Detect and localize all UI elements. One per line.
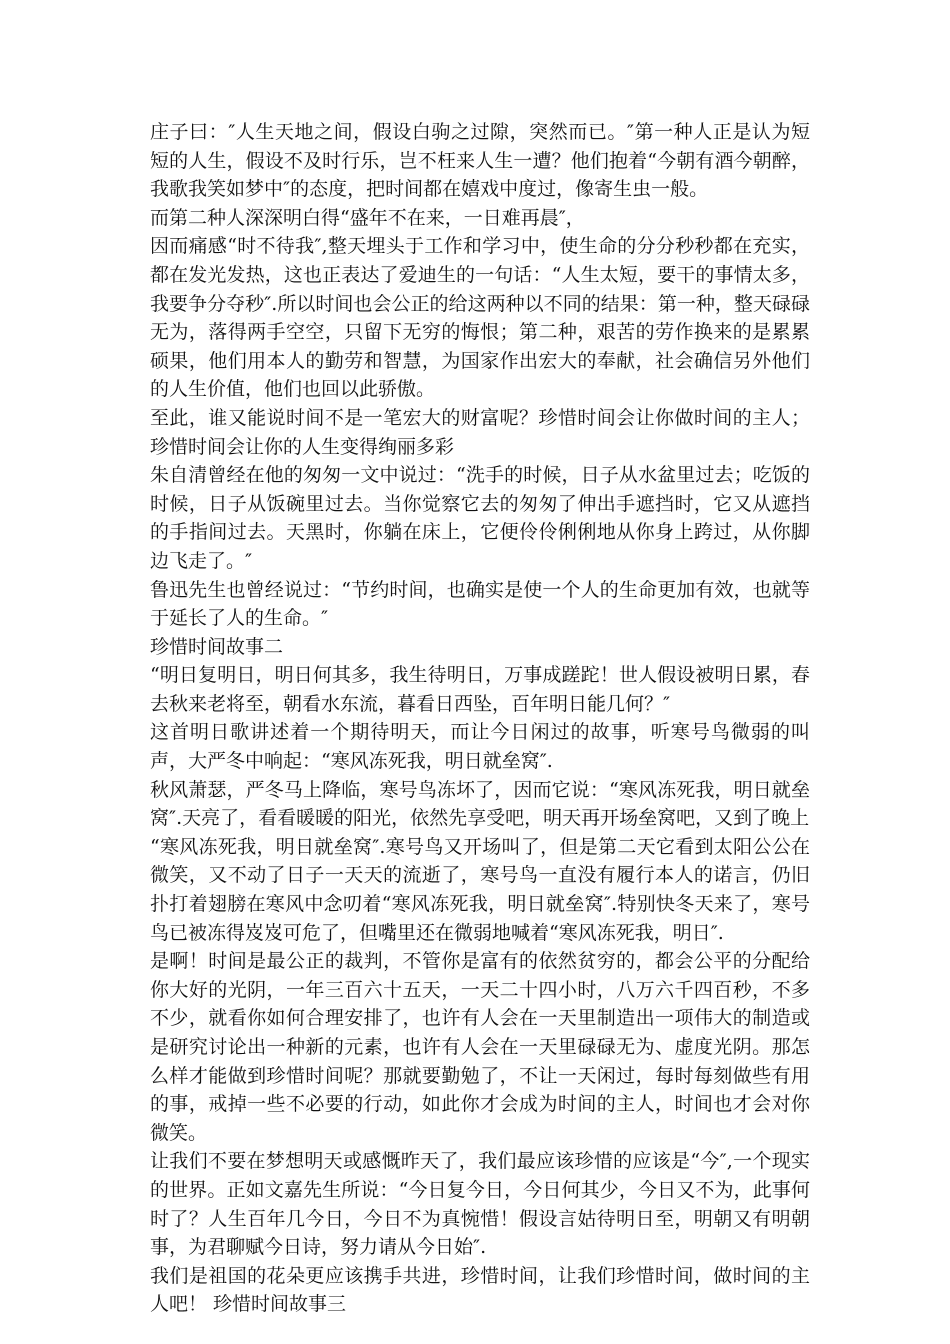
paragraph-poem-story: 这首明日歌讲述着一个期待明天，而让今日闲过的故事，听寒号鸟微弱的叫声，大严冬中响起：“寒风冻死我，明日就垒窝″. (150, 721, 810, 773)
paragraph-zhuangzi: 庄子曰：″人生天地之间，假设白驹之过隙，突然而已。″第一种人正是认为短短的人生，假设不及时行乐，岂不枉来人生一遭？他们抱着“今朝有酒今朝醉，我歌我笑如梦中″的态度，把时间都在嬉戏中度过，像寄生虫一般。 (150, 121, 810, 201)
paragraph-time-waits: 因而痛感“时不待我″,整天埋头于工作和学习中，使生命的分分秒秒都在充实，都在发光发热，这也正表达了爱迪生的一句话：“人生太短，要干的事情太多，我要争分夺秒″.所以时间也会公正的给这两种以不同的结果：第一种，整天碌碌无为，落得两手空空，只留下无穷的悔恨；第二种，艰苦的劳作换来的是累累硕果，他们用本人的勤劳和智慧，为国家作出宏大的奉献，社会确信另外他们的人生价值，他们也回以此骄傲。 (150, 235, 810, 401)
paragraph-wealth: 至此，谁又能说时间不是一笔宏大的财富呢？珍惜时间会让你做时间的主人；珍惜时间会让你的人生变得绚丽多彩 (150, 406, 810, 458)
paragraph-tomorrow-poem: “明日复明日，明日何其多，我生待明日，万事成蹉跎！世人假设被明日累，春去秋来老将至，朝看水东流，暮看日西坠，百年明日能几何？″ (150, 664, 810, 715)
document-page (150, 118, 810, 1319)
paragraph-lu-xun: 鲁迅先生也曾经说过：“节约时间，也确实是使一个人的生命更加有效，也就等于延长了人的生命。″ (150, 578, 810, 630)
paragraph-zhu-ziqing: 朱自清曾经在他的匆匆一文中说过：“洗手的时候，日子从水盆里过去；吃饭的时候，日子从饭碗里过去。当你觉察它去的匆匆了伸出手遮挡时，它又从遮挡的手指间过去。天黑时，你躺在床上，它便伶伶俐俐地从你身上跨过，从你脚边飞走了。″ (150, 464, 810, 572)
paragraph-second-kind: 而第二种人深深明白得“盛年不在来，一日难再晨″， (150, 206, 585, 229)
paragraph-fair-judge: 是啊！时间是最公正的裁判，不管你是富有的依然贫穷的，都会公平的分配给你大好的光阴，一年三百六十五天，一天二十四小时，八万六千四百秒，不多不少，就看你如何合理安排了，也许有人会在一天里制造出一项伟大的制造或是研究讨论出一种新的元素，也许有人会在一天里碌碌无为、虚度光阴。那怎么样才能做到珍惜时间呢？那就要勤勉了，不让一天闲过，每时每刻做些有用的事，戒掉一些不必要的行动，如此你才会成为时间的主人，时间也才会对你微笑。 (150, 950, 810, 1144)
paragraph-autumn-wind: 秋风萧瑟，严冬马上降临，寒号鸟冻坏了，因而它说：“寒风冻死我，明日就垒窝″.天亮了，看看暖暖的阳光，依然先享受吧，明天再开场垒窝吧，又到了晚上 (150, 778, 810, 830)
paragraph-today: 让我们不要在梦想明天或感慨昨天了，我们最应该珍惜的应该是“今″,一个现实的世界。正如文嘉先生所说：“今日复今日，今日何其少，今日又不为，此事何时了？人生百年几今日，今日不为真惋惜！假设言姑待明日至，明朝又有明朝事，为君聊赋今日诗，努力请从今日始″. (150, 1150, 810, 1259)
paragraph-cold-bird: “寒风冻死我，明日就垒窝″.寒号鸟又开场叫了，但是第二天它看到太阳公公在微笑，又不动了日子一天天的流逝了，寒号鸟一直没有履行本人的诺言，仍旧扑打着翅膀在寒风中念叨着“寒风冻死我，明日就垒窝″.特别快冬天来了，寒号鸟已被冻得岌岌可危了，但嘴里还在微弱地喊着“寒风冻死我，明日″. (150, 835, 810, 944)
paragraph-closing: 我们是祖国的花朵更应该携手共进，珍惜时间，让我们珍惜时间，做时间的主人吧！ 珍惜时间故事三 (150, 1264, 810, 1316)
section-heading-story-two: 珍惜时间故事二 (150, 635, 284, 658)
